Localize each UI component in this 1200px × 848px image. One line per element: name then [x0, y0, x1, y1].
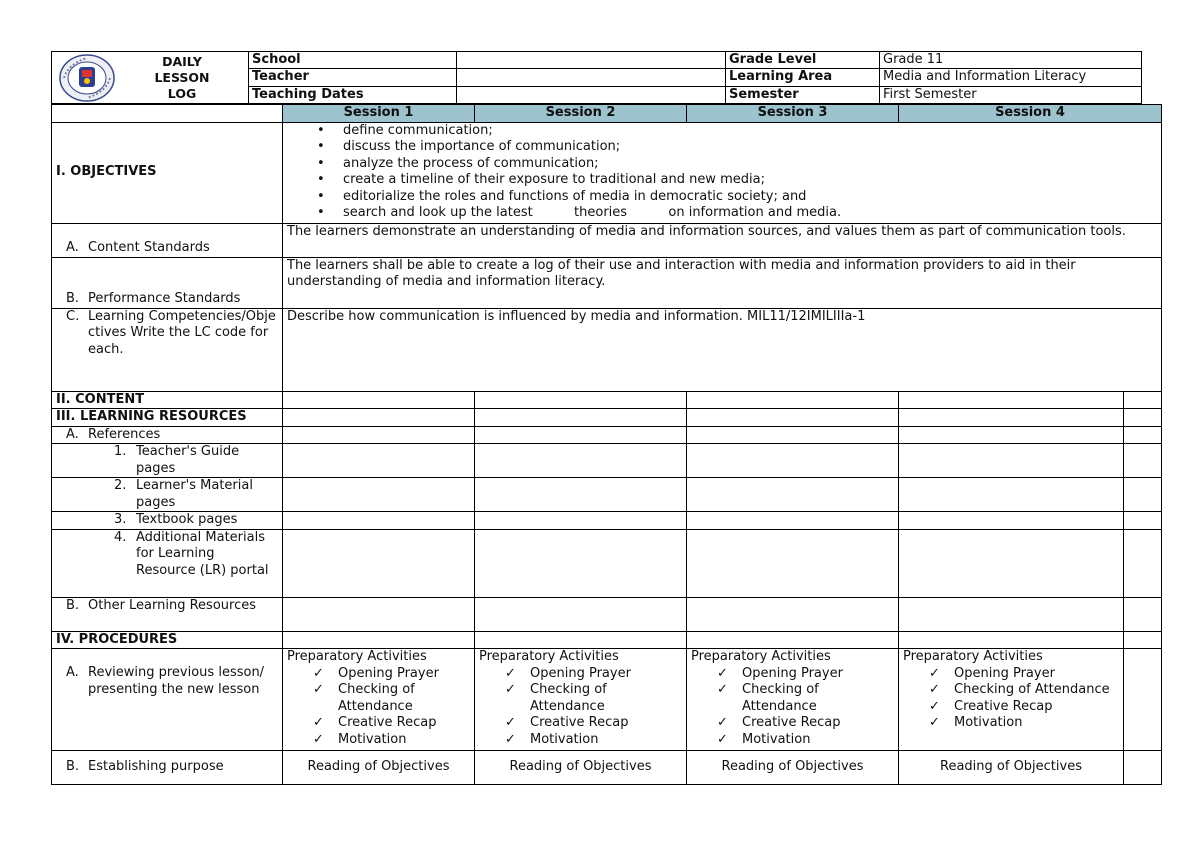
content-label: II. CONTENT — [52, 391, 283, 409]
deped-seal-icon — [58, 53, 116, 103]
purpose-extra-cell[interactable] — [1124, 751, 1162, 785]
content-standards-text[interactable]: The learners demonstrate an understanding of media and information sources, and values them as part of communication tools. — [283, 223, 1162, 257]
session-1-purpose[interactable]: Reading of Objectives — [283, 751, 475, 785]
other-resources-cell[interactable] — [283, 597, 475, 631]
session-1-reviewing[interactable] — [283, 649, 475, 751]
school-label: School — [249, 52, 457, 69]
content-standards-label: A. Content Standards — [52, 223, 283, 257]
other-resources-cell[interactable] — [1124, 597, 1162, 631]
purpose-label: B. Establishing purpose — [52, 751, 283, 785]
checklist-item: ✓ Motivation — [713, 732, 894, 749]
textbook-cell[interactable] — [899, 512, 1124, 530]
session-2-reviewing[interactable] — [475, 649, 687, 751]
semester-label: Semester — [726, 86, 880, 103]
performance-standards-text[interactable]: The learners shall be able to create a log of their use and interaction with media and information providers to aid in their understanding of media and information literacy. — [283, 257, 1162, 308]
content-cell[interactable] — [283, 391, 475, 409]
additional-materials-cell[interactable] — [899, 529, 1124, 597]
procedures-cell[interactable] — [283, 631, 475, 649]
checklist-item: ✓ Creative Recap — [925, 699, 1119, 716]
session-3-reviewing[interactable] — [687, 649, 899, 751]
learners-material-cell[interactable] — [283, 478, 475, 512]
session-1-header: Session 1 — [283, 105, 475, 123]
additional-materials-label: 4. Additional Materials for Learning Resource (LR) portal — [52, 529, 283, 597]
references-cell[interactable] — [687, 426, 899, 444]
semester-field[interactable]: First Semester — [880, 86, 1142, 103]
objective-item: • search and look up the latest theories on information and media. — [317, 205, 1157, 222]
textbook-cell[interactable] — [475, 512, 687, 530]
resources-label: III. LEARNING RESOURCES — [52, 409, 283, 427]
objectives-label: I. OBJECTIVES — [52, 122, 283, 223]
textbook-cell[interactable] — [283, 512, 475, 530]
resources-cell[interactable] — [899, 409, 1124, 427]
objectives-content[interactable] — [283, 122, 1162, 223]
textbook-cell[interactable] — [1124, 512, 1162, 530]
reviewing-label: A. Reviewing previous lesson/ presenting the new lesson — [52, 649, 283, 751]
lesson-table — [51, 104, 1162, 785]
additional-materials-cell[interactable] — [687, 529, 899, 597]
procedures-cell[interactable] — [1124, 631, 1162, 649]
resources-cell[interactable] — [283, 409, 475, 427]
session-4-purpose[interactable]: Reading of Objectives — [899, 751, 1124, 785]
grade-field[interactable]: Grade 11 — [880, 52, 1142, 69]
learners-material-cell[interactable] — [475, 478, 687, 512]
content-cell[interactable] — [475, 391, 687, 409]
additional-materials-cell[interactable] — [1124, 529, 1162, 597]
area-field[interactable]: Media and Information Literacy — [880, 69, 1142, 86]
teachers-guide-cell[interactable] — [1124, 444, 1162, 478]
objective-item: • analyze the process of communication; — [317, 156, 1157, 173]
performance-standards-label: B. Performance Standards — [52, 257, 283, 308]
header-table — [51, 51, 1142, 104]
textbook-cell[interactable] — [687, 512, 899, 530]
session-4-header: Session 4 — [899, 105, 1162, 123]
teachers-guide-cell[interactable] — [283, 444, 475, 478]
other-resources-cell[interactable] — [687, 597, 899, 631]
textbook-label: 3. Textbook pages — [52, 512, 283, 530]
checklist-item: ✓ Motivation — [309, 732, 470, 749]
activity-heading: Preparatory Activities — [479, 649, 619, 664]
procedures-cell[interactable] — [475, 631, 687, 649]
other-resources-cell[interactable] — [899, 597, 1124, 631]
references-cell[interactable] — [283, 426, 475, 444]
checklist-item: ✓ Opening Prayer — [501, 666, 682, 683]
learners-material-label: 2. Learner's Material pages — [52, 478, 283, 512]
resources-cell[interactable] — [1124, 409, 1162, 427]
learners-material-cell[interactable] — [687, 478, 899, 512]
checklist-item: ✓ Motivation — [501, 732, 682, 749]
procedures-cell[interactable] — [687, 631, 899, 649]
objective-item: • define communication; — [317, 123, 1157, 140]
reviewing-extra-cell[interactable] — [1124, 649, 1162, 751]
learners-material-cell[interactable] — [1124, 478, 1162, 512]
activity-heading: Preparatory Activities — [903, 649, 1043, 664]
dates-field[interactable] — [457, 86, 726, 103]
checklist-item: ✓ Checking of Attendance — [713, 682, 894, 715]
log-title: DAILY LESSON LOG — [154, 53, 210, 101]
content-cell[interactable] — [1124, 391, 1162, 409]
checklist-item: ✓ Opening Prayer — [309, 666, 470, 683]
objective-item: • discuss the importance of communication; — [317, 139, 1157, 156]
session-2-purpose[interactable]: Reading of Objectives — [475, 751, 687, 785]
content-cell[interactable] — [899, 391, 1124, 409]
teacher-label: Teacher — [249, 69, 457, 86]
activity-heading: Preparatory Activities — [691, 649, 831, 664]
objective-item: • create a timeline of their exposure to traditional and new media; — [317, 172, 1157, 189]
other-resources-cell[interactable] — [475, 597, 687, 631]
corner-cell — [52, 105, 283, 123]
teachers-guide-cell[interactable] — [475, 444, 687, 478]
competencies-text[interactable]: Describe how communication is influenced by media and information. MIL11/12IMILIIIa-1 — [283, 308, 1162, 391]
additional-materials-cell[interactable] — [283, 529, 475, 597]
checklist-item: ✓ Checking of Attendance — [925, 682, 1119, 699]
area-label: Learning Area — [726, 69, 880, 86]
resources-cell[interactable] — [475, 409, 687, 427]
teachers-guide-cell[interactable] — [899, 444, 1124, 478]
objective-item: • editorialize the roles and functions of media in democratic society; and — [317, 189, 1157, 206]
teachers-guide-label: 1. Teacher's Guide pages — [52, 444, 283, 478]
other-resources-label: B. Other Learning Resources — [52, 597, 283, 631]
grade-label: Grade Level — [726, 52, 880, 69]
learners-material-cell[interactable] — [899, 478, 1124, 512]
activity-heading: Preparatory Activities — [287, 649, 427, 664]
checklist-item: ✓ Creative Recap — [713, 715, 894, 732]
session-3-header: Session 3 — [687, 105, 899, 123]
checklist-item: ✓ Checking of Attendance — [309, 682, 470, 715]
session-4-reviewing[interactable] — [899, 649, 1124, 751]
competencies-label: C. Learning Competencies/Objectives Write the LC code for each. — [52, 308, 283, 391]
references-cell[interactable] — [1124, 426, 1162, 444]
checklist-item: ✓ Motivation — [925, 715, 1119, 732]
procedures-label: IV. PROCEDURES — [52, 631, 283, 649]
logo-cell — [52, 52, 249, 104]
session-2-header: Session 2 — [475, 105, 687, 123]
teachers-guide-cell[interactable] — [687, 444, 899, 478]
references-cell[interactable] — [475, 426, 687, 444]
checklist-item: ✓ Checking of Attendance — [501, 682, 682, 715]
resources-cell[interactable] — [687, 409, 899, 427]
teacher-field[interactable] — [457, 69, 726, 86]
session-3-purpose[interactable]: Reading of Objectives — [687, 751, 899, 785]
dates-label: Teaching Dates — [249, 86, 457, 103]
references-cell[interactable] — [899, 426, 1124, 444]
checklist-item: ✓ Opening Prayer — [713, 666, 894, 683]
checklist-item: ✓ Creative Recap — [309, 715, 470, 732]
checklist-item: ✓ Opening Prayer — [925, 666, 1119, 683]
references-label: A. References — [52, 426, 283, 444]
checklist-item: ✓ Creative Recap — [501, 715, 682, 732]
additional-materials-cell[interactable] — [475, 529, 687, 597]
procedures-cell[interactable] — [899, 631, 1124, 649]
content-cell[interactable] — [687, 391, 899, 409]
school-field[interactable] — [457, 52, 726, 69]
